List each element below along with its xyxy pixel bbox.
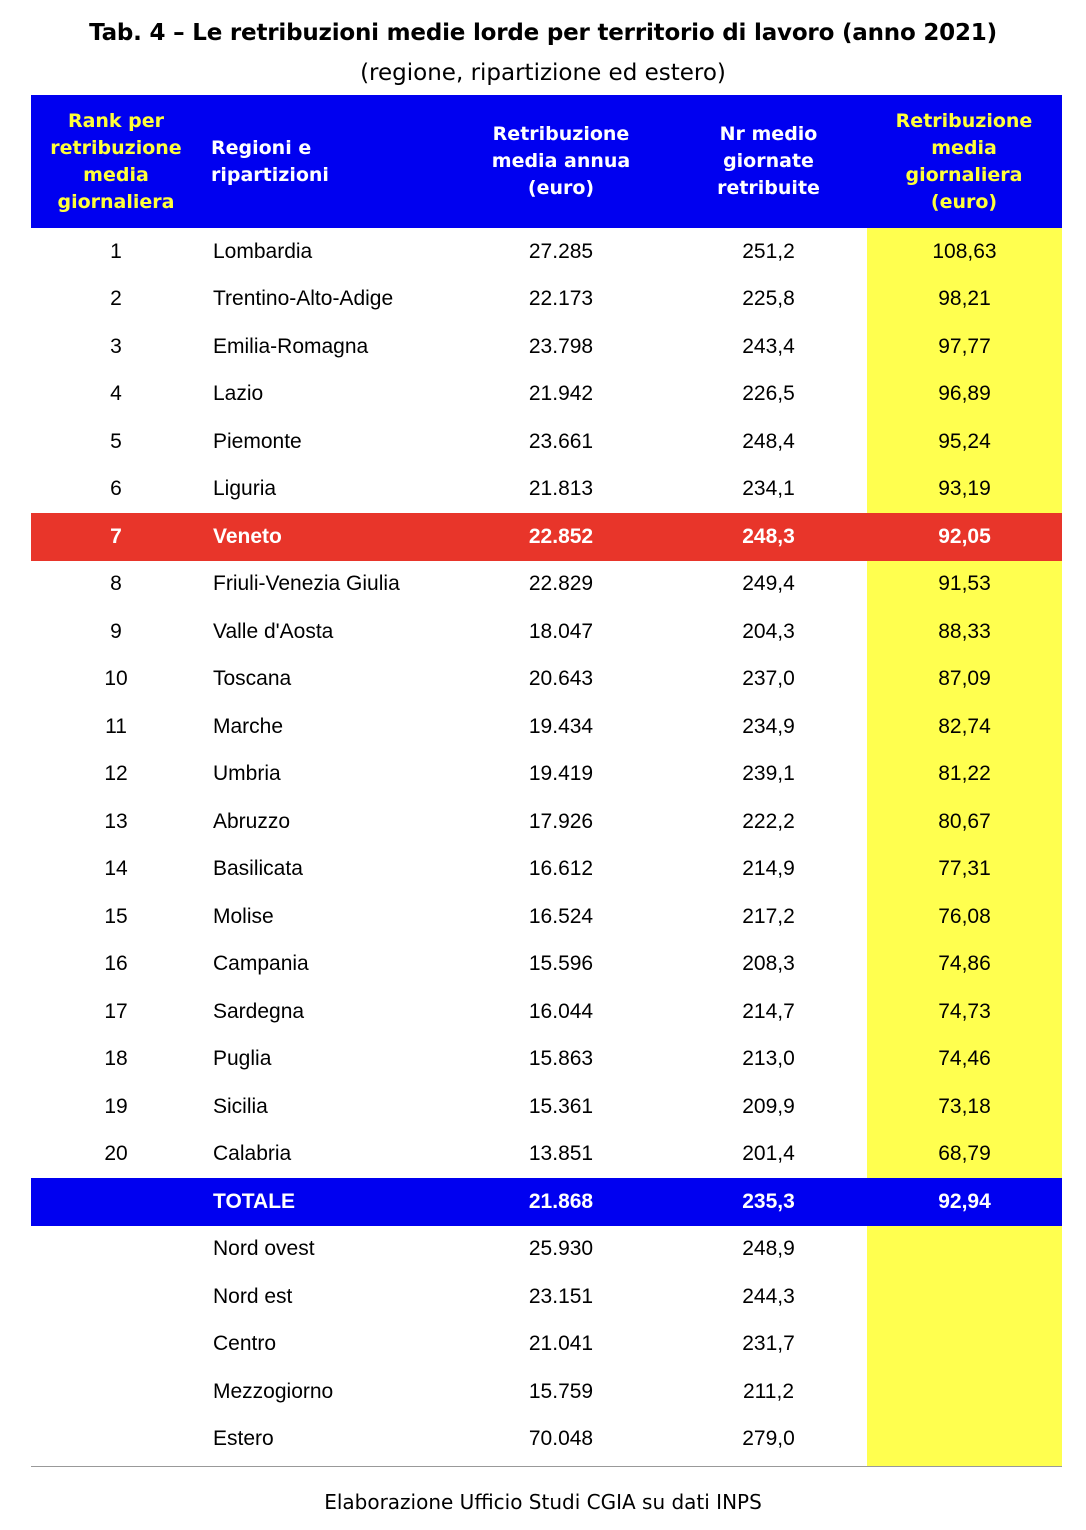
- annual-salary-cell: 22.173: [528, 287, 594, 311]
- annual-salary-cell: 15.863: [528, 1047, 594, 1071]
- table-row: [31, 418, 1062, 466]
- paid-days-cell: 234,1: [742, 477, 795, 501]
- region-name-cell: Valle d'Aosta: [213, 619, 334, 643]
- paid-days-cell: 204,3: [742, 619, 795, 643]
- header-annual-salary: Retribuzione media annua (euro): [491, 123, 631, 199]
- annual-salary-cell: 23.798: [528, 334, 594, 358]
- region-name-cell: Liguria: [213, 477, 277, 501]
- total-row: [31, 1178, 1062, 1226]
- daily-salary-cell: 92,94: [938, 1189, 991, 1213]
- region-name-cell: Nord ovest: [213, 1237, 315, 1261]
- daily-salary-cell: 91,53: [938, 572, 991, 596]
- paid-days-cell: 248,3: [742, 524, 795, 548]
- region-name-cell: Friuli-Venezia Giulia: [213, 572, 400, 596]
- rank-cell: [31, 1321, 201, 1369]
- paid-days-cell: 201,4: [742, 1142, 795, 1166]
- paid-days-cell: 248,4: [742, 429, 795, 453]
- header-region: Regioni e ripartizioni: [211, 136, 329, 186]
- region-name-cell: Campania: [213, 952, 309, 976]
- annual-salary-cell: 18.047: [528, 619, 594, 643]
- salary-table: [31, 95, 1062, 1463]
- table-row: [31, 561, 1062, 609]
- table-header: [31, 95, 1062, 228]
- annual-salary-cell: 21.041: [528, 1332, 594, 1356]
- daily-salary-cell: 108,63: [932, 239, 997, 263]
- table-row: [31, 656, 1062, 704]
- paid-days-cell: 244,3: [742, 1284, 795, 1308]
- region-name-cell: Calabria: [213, 1142, 292, 1166]
- region-name-cell: Puglia: [213, 1047, 272, 1071]
- rank-cell: 20: [104, 1142, 128, 1166]
- annual-salary-cell: 23.661: [528, 429, 594, 453]
- daily-salary-cell: 76,08: [938, 904, 991, 928]
- annual-salary-cell: 22.829: [528, 572, 594, 596]
- paid-days-cell: 217,2: [742, 904, 795, 928]
- table-bottom-rule: [31, 1466, 1062, 1467]
- daily-salary-cell: 87,09: [938, 667, 991, 691]
- annual-salary-cell: 16.524: [528, 904, 594, 928]
- rank-cell: 10: [104, 667, 128, 691]
- region-name-cell: Veneto: [213, 524, 282, 548]
- paid-days-cell: 243,4: [742, 334, 795, 358]
- rank-cell: 7: [110, 524, 122, 548]
- annual-salary-cell: 16.612: [528, 857, 594, 881]
- daily-salary-cell: 80,67: [938, 809, 991, 833]
- table-row: [31, 1131, 1062, 1179]
- region-name-cell: Estero: [213, 1427, 274, 1451]
- annual-salary-cell: 70.048: [528, 1427, 594, 1451]
- paid-days-cell: 226,5: [742, 382, 795, 406]
- region-name-cell: Abruzzo: [213, 809, 291, 833]
- table-row: [31, 1036, 1062, 1084]
- daily-salary-cell: 96,89: [938, 382, 991, 406]
- rank-cell: 17: [104, 999, 128, 1023]
- daily-salary-cell: 74,73: [938, 999, 991, 1023]
- annual-salary-cell: 21.868: [528, 1189, 594, 1213]
- rank-cell: 12: [104, 762, 128, 786]
- annual-salary-cell: 15.759: [528, 1379, 594, 1403]
- table-row: [31, 893, 1062, 941]
- daily-salary-cell: 74,46: [938, 1047, 991, 1071]
- rank-cell: 14: [104, 857, 128, 881]
- annual-salary-cell: 15.361: [528, 1094, 594, 1118]
- paid-days-cell: 237,0: [742, 667, 795, 691]
- paid-days-cell: 249,4: [742, 572, 795, 596]
- paid-days-cell: 222,2: [742, 809, 795, 833]
- paid-days-cell: 231,7: [742, 1332, 795, 1356]
- header-daily-salary: Retribuzione media giornaliera (euro): [895, 109, 1033, 213]
- rank-cell: 8: [110, 572, 122, 596]
- daily-salary-cell: 98,21: [938, 287, 991, 311]
- rank-cell: [31, 1178, 201, 1226]
- paid-days-cell: 214,9: [742, 857, 795, 881]
- header-paid-days: Nr medio giornate retribuite: [717, 123, 820, 199]
- paid-days-cell: 235,3: [742, 1189, 795, 1213]
- rank-cell: 5: [110, 429, 122, 453]
- paid-days-cell: 234,9: [742, 714, 795, 738]
- annual-salary-cell: 21.813: [528, 477, 594, 501]
- source-note: Elaborazione Ufficio Studi CGIA su dati INPS: [324, 1490, 762, 1514]
- table-row: [31, 941, 1062, 989]
- table-row: [31, 703, 1062, 751]
- header-rank: Rank per retribuzione media giornaliera: [50, 109, 182, 213]
- rank-cell: 6: [110, 477, 122, 501]
- rank-cell: [31, 1368, 201, 1416]
- table-row: [31, 371, 1062, 419]
- paid-days-cell: 239,1: [742, 762, 795, 786]
- annual-salary-cell: 17.926: [528, 809, 594, 833]
- rank-cell: 9: [110, 619, 122, 643]
- annual-salary-cell: 19.419: [528, 762, 594, 786]
- highlighted-table-row: [31, 513, 1062, 561]
- annual-salary-cell: 15.596: [528, 952, 594, 976]
- table-row: [31, 751, 1062, 799]
- rank-cell: 4: [110, 382, 122, 406]
- rank-cell: 15: [104, 904, 128, 928]
- rank-cell: 3: [110, 334, 122, 358]
- rank-cell: 13: [104, 809, 128, 833]
- daily-column-highlight: [867, 1226, 1062, 1467]
- region-name-cell: Piemonte: [213, 429, 302, 453]
- paid-days-cell: 209,9: [742, 1094, 795, 1118]
- region-name-cell: Trentino-Alto-Adige: [213, 287, 394, 311]
- region-name-cell: Nord est: [213, 1284, 293, 1308]
- table-row: [31, 276, 1062, 324]
- region-name-cell: Marche: [213, 714, 284, 738]
- table-title: Tab. 4 – Le retribuzioni medie lorde per territorio di lavoro (anno 2021): [89, 20, 997, 46]
- annual-salary-cell: 13.851: [528, 1142, 594, 1166]
- region-name-cell: TOTALE: [213, 1189, 296, 1213]
- paid-days-cell: 208,3: [742, 952, 795, 976]
- table-row: [31, 988, 1062, 1036]
- rank-cell: 2: [110, 287, 122, 311]
- rank-cell: 19: [104, 1094, 128, 1118]
- rank-cell: [31, 1226, 201, 1274]
- paid-days-cell: 251,2: [742, 239, 795, 263]
- daily-salary-cell: 93,19: [938, 477, 991, 501]
- region-name-cell: Mezzogiorno: [213, 1379, 334, 1403]
- region-name-cell: Molise: [213, 904, 274, 928]
- paid-days-cell: 211,2: [743, 1379, 794, 1403]
- daily-salary-cell: 82,74: [938, 714, 991, 738]
- rank-cell: 11: [105, 714, 127, 738]
- daily-salary-cell: 73,18: [938, 1094, 991, 1118]
- rank-cell: [31, 1416, 201, 1464]
- daily-salary-cell: 77,31: [938, 857, 991, 881]
- annual-salary-cell: 27.285: [528, 239, 594, 263]
- rank-cell: 18: [104, 1047, 128, 1071]
- region-name-cell: Sardegna: [213, 999, 305, 1023]
- rank-cell: 16: [104, 952, 128, 976]
- annual-salary-cell: 23.151: [528, 1284, 594, 1308]
- table-row: [31, 466, 1062, 514]
- table-row: [31, 1083, 1062, 1131]
- annual-salary-cell: 21.942: [528, 382, 594, 406]
- region-name-cell: Umbria: [213, 762, 281, 786]
- paid-days-cell: 213,0: [742, 1047, 795, 1071]
- table-row: [31, 846, 1062, 894]
- daily-salary-cell: 81,22: [938, 762, 991, 786]
- table-row: [31, 228, 1062, 276]
- paid-days-cell: 248,9: [742, 1237, 795, 1261]
- paid-days-cell: 279,0: [742, 1427, 795, 1451]
- annual-salary-cell: 19.434: [528, 714, 594, 738]
- region-name-cell: Lazio: [213, 382, 264, 406]
- region-name-cell: Basilicata: [213, 857, 303, 881]
- region-name-cell: Lombardia: [213, 239, 313, 263]
- paid-days-cell: 225,8: [742, 287, 795, 311]
- paid-days-cell: 214,7: [742, 999, 795, 1023]
- table-subtitle: (regione, ripartizione ed estero): [360, 60, 726, 86]
- annual-salary-cell: 22.852: [528, 524, 594, 548]
- daily-salary-cell: 88,33: [938, 619, 991, 643]
- table-row: [31, 323, 1062, 371]
- region-name-cell: Toscana: [213, 667, 292, 691]
- annual-salary-cell: 20.643: [528, 667, 594, 691]
- daily-salary-cell: 68,79: [938, 1142, 991, 1166]
- daily-salary-cell: 92,05: [938, 524, 991, 548]
- region-name-cell: Sicilia: [213, 1094, 268, 1118]
- annual-salary-cell: 16.044: [528, 999, 594, 1023]
- table-row: [31, 798, 1062, 846]
- table-row: [31, 608, 1062, 656]
- daily-salary-cell: 74,86: [938, 952, 991, 976]
- daily-salary-cell: 97,77: [938, 334, 991, 358]
- region-name-cell: Emilia-Romagna: [213, 334, 369, 358]
- rank-cell: [31, 1273, 201, 1321]
- rank-cell: 1: [110, 239, 122, 263]
- daily-salary-cell: 95,24: [938, 429, 991, 453]
- annual-salary-cell: 25.930: [528, 1237, 594, 1261]
- region-name-cell: Centro: [213, 1332, 277, 1356]
